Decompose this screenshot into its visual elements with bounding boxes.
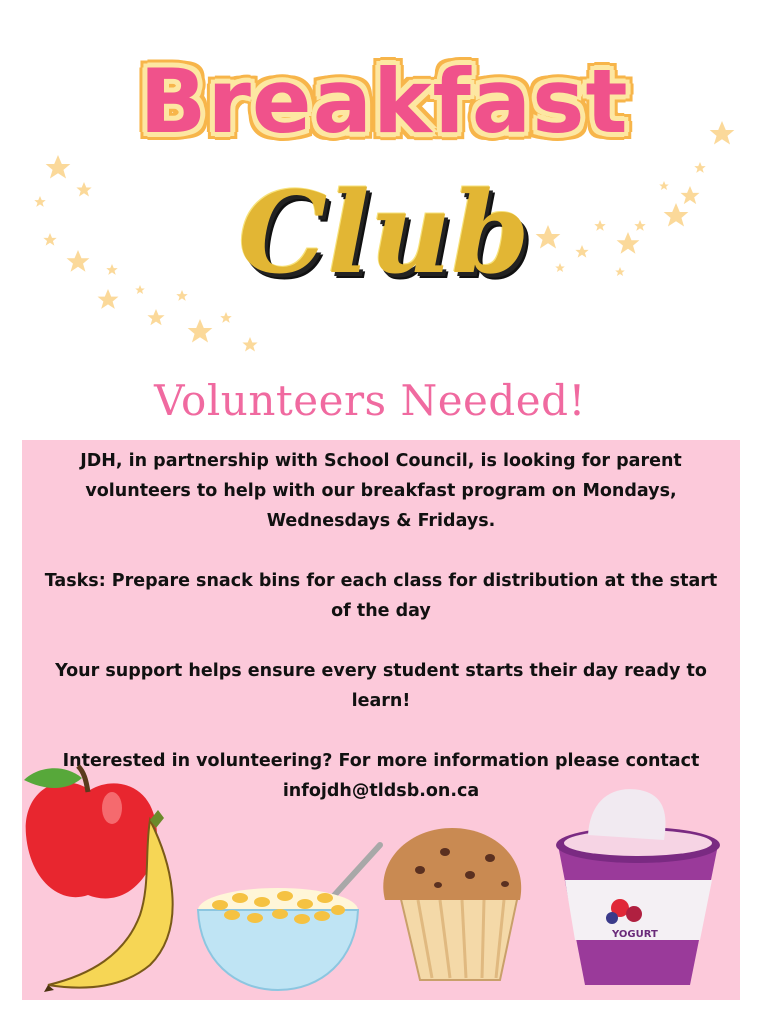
paragraph-tasks: Tasks: Prepare snack bins for each class for distribution at the start of the day xyxy=(44,571,718,621)
cereal-bowl-icon xyxy=(198,845,380,990)
apple-icon xyxy=(24,766,157,898)
yogurt-icon xyxy=(556,789,720,985)
paragraph-intro: JDH, in partnership with School Council, is looking for parent volunteers to help with our breakfast program on Mondays, Wednesdays & Fridays. xyxy=(80,451,682,531)
title-club: Club xyxy=(238,168,530,299)
title-breakfast: Breakfast xyxy=(139,50,629,153)
paragraph-contact: Interested in volunteering? For more information please contact infojdh@tldsb.on.ca xyxy=(62,751,700,801)
paragraph-support: Your support helps ensure every student starts their day ready to learn! xyxy=(55,661,707,711)
headline-volunteers-needed: Volunteers Needed! xyxy=(154,376,586,425)
yogurt-label: YOGURT xyxy=(612,929,658,940)
muffin-icon xyxy=(383,828,521,980)
